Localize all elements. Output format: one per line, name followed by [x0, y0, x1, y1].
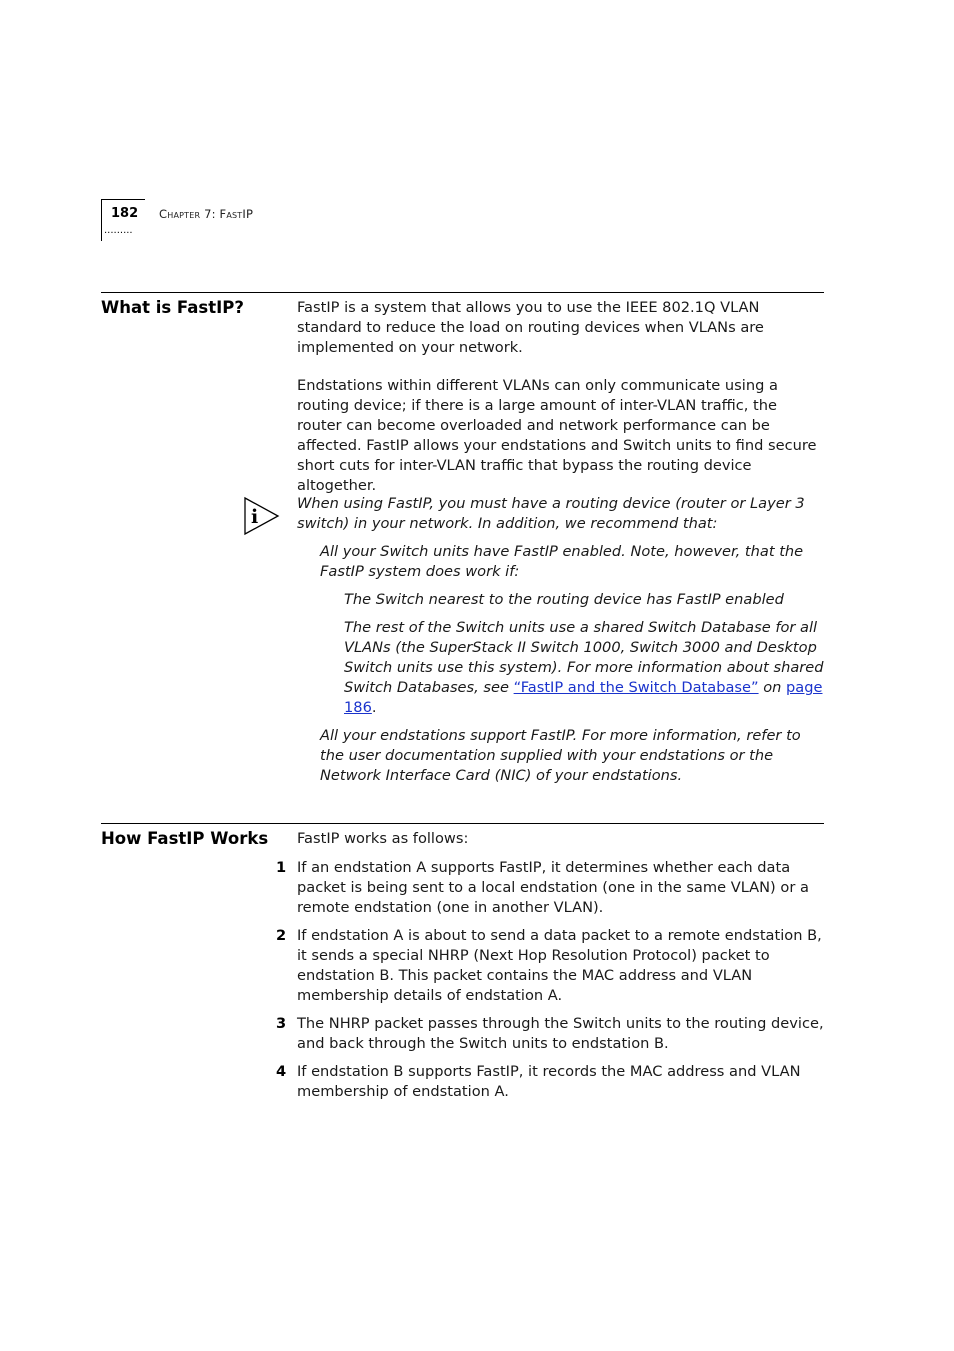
section-rule	[101, 292, 824, 293]
note-item: All your Switch units have FastIP enabled. Note, however, that the FastIP system does work if:	[320, 543, 804, 580]
info-icon	[243, 495, 281, 537]
header-dots: ·········	[104, 228, 133, 239]
note-subitem: The Switch nearest to the routing device has FastIP enabled	[344, 591, 784, 608]
note-item: All your endstations support FastIP. For more information, refer to the user documentation supplied with your endstations or the Network Interface Card (NIC) of your endstations.	[320, 727, 801, 784]
note-subitem	[344, 618, 824, 718]
step-number: 2	[276, 927, 287, 944]
step-number: 3	[276, 1015, 287, 1032]
section-heading-what-is-fastip: What is FastIP?	[101, 298, 244, 317]
note-intro: When using FastIP, you must have a routing device (router or Layer 3 switch) in your network. In addition, we recommend that:	[297, 495, 805, 532]
step-text: The NHRP packet passes through the Switch units to the routing device, and back through the Switch units to endstation B.	[297, 1015, 824, 1052]
step-text: If endstation A is about to send a data packet to a remote endstation B, it sends a special NHRP (Next Hop Resolution Protocol) packet to endstation B. This packet contains the MAC address and VLAN membership details of endstation A.	[297, 927, 822, 1004]
svg-text:i: i	[251, 506, 259, 528]
step-number: 4	[276, 1063, 287, 1080]
step-text: If an endstation A supports FastIP, it determines whether each data packet is being sent to a local endstation (one in the same VLAN) or a remote endstation (one in another VLAN).	[297, 859, 809, 916]
note-subitem-on: on	[763, 679, 782, 696]
link-fastip-switch-database[interactable]: “FastIP and the Switch Database”	[513, 679, 759, 696]
section-heading-how-fastip-works: How FastIP Works	[101, 829, 269, 848]
paragraph: Endstations within different VLANs can only communicate using a routing device; if there is a large amount of inter-VLAN traffic, the router can become overloaded and network performance can be affected. FastIP allows your endstations and Switch units to find secure short cuts for inter-VLAN traffic that bypass the routing device altogether.	[297, 377, 817, 494]
section-rule	[101, 823, 824, 824]
chapter-title: Chapter 7: FastIP	[159, 207, 254, 221]
page-number: 182	[111, 206, 139, 221]
paragraph: FastIP is a system that allows you to use the IEEE 802.1Q VLAN standard to reduce the load on routing devices when VLANs are implemented on your network.	[297, 299, 764, 356]
step-text: If endstation B supports FastIP, it records the MAC address and VLAN membership of endstation A.	[297, 1063, 801, 1100]
note-subitem-text: The rest of the Switch units use a shared Switch Database for all VLANs (the SuperStack II Switch 1000, Switch 3000 and Desktop Switch units use this system). For more information about shared Switch Databases, see	[344, 619, 824, 696]
paragraph: FastIP works as follows:	[297, 830, 469, 847]
step-number: 1	[276, 859, 287, 876]
link-page-186[interactable]: page 186	[344, 679, 823, 716]
note-subitem-period: .	[371, 699, 377, 716]
